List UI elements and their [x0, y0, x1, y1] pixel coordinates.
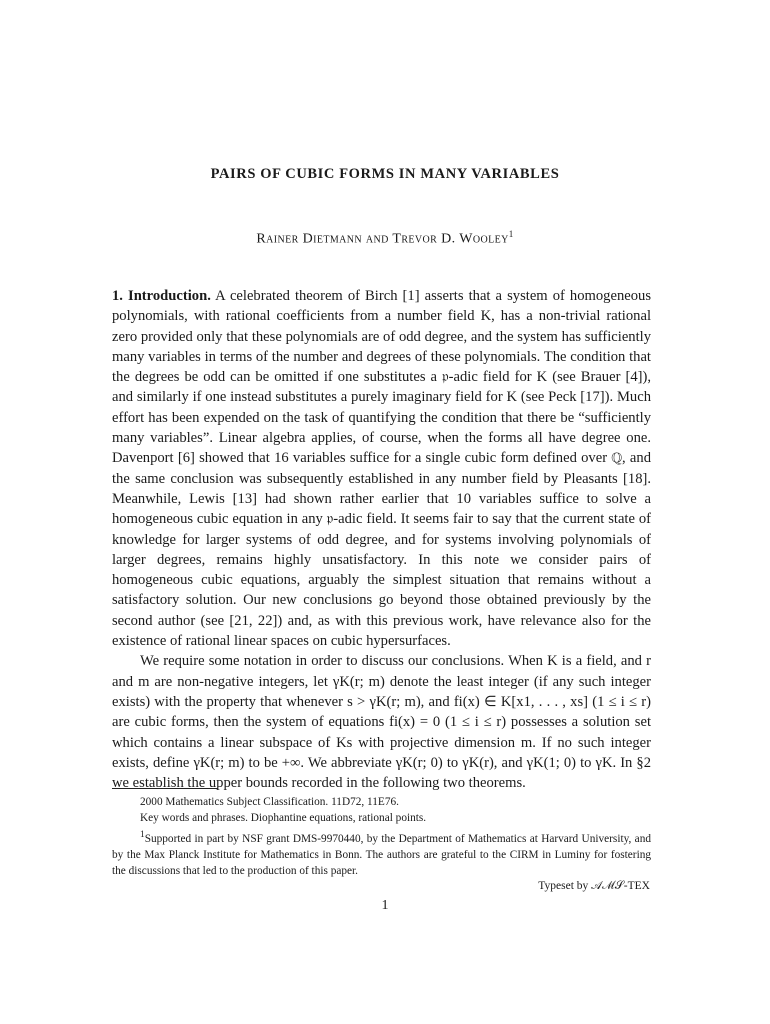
page-number: 1 [381, 898, 389, 913]
footnotes [112, 794, 651, 879]
paper-title: PAIRS OF CUBIC FORMS IN MANY VARIABLES [210, 166, 560, 182]
footnote-msc: 2000 Mathematics Subject Classification. 11D72, 11E76. [140, 796, 399, 808]
footnote-keywords: Key words and phrases. Diophantine equations, rational points. [140, 812, 427, 825]
intro-paragraph [112, 286, 651, 651]
footnote-support [112, 827, 651, 880]
typeset-note: Typeset by 𝒜ℳ𝒮-TEX [538, 880, 650, 892]
author-footnote-mark: 1 [508, 229, 514, 239]
footnote-support-text: Supported in part by NSF grant DMS-9970440, by the Department of Mathematics at Harvard University, and by the Max Planck Institute for Mathematics in Bonn. The authors are grateful to the CIRM in Luminy for fostering the discussions that led to the production of this paper. [112, 832, 651, 877]
intro-paragraph-text: A celebrated theorem of Birch [1] asserts that a system of homogeneous polynomials, with rational coefficients from a number field K, has a non-trivial rational zero provided only that these polynomials are of odd degree, and the system has sufficiently many variables in terms of the number and degrees of these polynomials. The condition that the degrees be odd can be omitted if one substitutes a 𝔭-adic field for K (see Brauer [4]), and similarly if one instead substitutes a purely imaginary field for K (see Peck [17]). Much effort has been expended on the task of quantifying the condition that there be “sufficiently many variables”. Linear algebra applies, of course, when the forms all have degree one. Davenport [6] showed that 16 variables suffice for a single cubic form defined over ℚ, and the same conclusion was subsequently established in any number field by Pleasants [18]. Meanwhile, Lewis [13] had shown rather earlier that 10 variables suffice to solve a homogeneous cubic equation in any 𝔭-adic field. It seems fair to say that the current state of knowledge for larger systems of odd degree, and for systems involving polynomials of larger degrees, remains highly unsatisfactory. In this note we consider pairs of homogeneous cubic equations, arguably the simplest situation that remains without a satisfactory solution. Our new conclusions go beyond those obtained previously by the second author (see [21, 22]) and, as with this previous work, have relevance also for the existence of rational linear spaces on cubic hypersurfaces. [112, 288, 651, 650]
section-heading: 1. Introduction. [112, 288, 211, 304]
footnote-support-mark: 1 [140, 829, 145, 840]
author-line [0, 229, 770, 248]
footnote-rule [112, 788, 218, 789]
authors-names: Rainer Dietmann and Trevor D. Wooley [256, 231, 509, 247]
body-text [112, 286, 651, 793]
notation-paragraph: We require some notation in order to discuss our conclusions. When K is a field, and r and m are non-negative integers, let γK(r; m) denote the least integer (if any such integer exists) with the property that whenever s > γK(r; m), and fi(x) ∈ K[x1, . . . , xs] (1 ≤ i ≤ r) are cubic forms, then the system of equations fi(x) = 0 (1 ≤ i ≤ r) possesses a solution set which contains a linear subspace of Ks with projective dimension m. If no such integer exists, define γK(r; m) to be +∞. We abbreviate γK(r; 0) to γK(r), and γK(1; 0) to γK. In §2 we establish the upper bounds recorded in the following two theorems. [112, 653, 651, 792]
